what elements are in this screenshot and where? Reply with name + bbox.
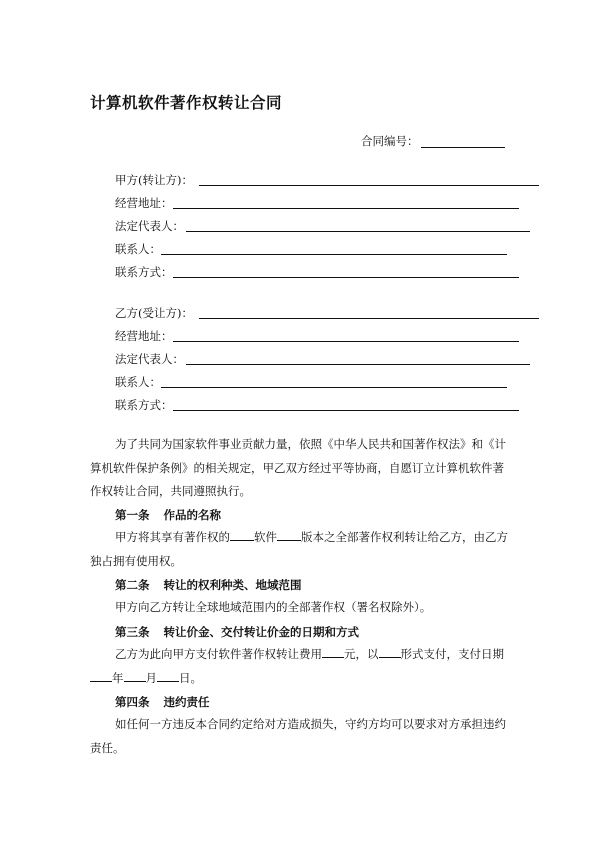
article-4-text: 如任何一方违反本合同约定给对方造成损失，守约方均可以要求对方承担违约责任。 — [90, 717, 506, 755]
article-3-title: 转让价金、交付转让价金的日期和方式 — [163, 625, 359, 639]
party-b-contact-method-field — [115, 397, 173, 413]
party-b-rep-field — [115, 351, 184, 367]
article-1-body — [90, 526, 510, 573]
article-1-heading — [115, 507, 221, 523]
party-a-rep-blank[interactable] — [186, 231, 530, 232]
party-b-contact-label: 联系人： — [115, 375, 161, 389]
party-a-contact-method-blank[interactable] — [173, 277, 519, 278]
party-a-name-field — [115, 172, 193, 188]
document-title: 计算机软件著作权转让合同 — [90, 94, 283, 112]
party-a-name-blank[interactable] — [199, 185, 539, 186]
contract-number — [361, 133, 419, 149]
article-1-title: 作品的名称 — [163, 508, 221, 522]
party-a-address-label: 经营地址： — [115, 196, 173, 210]
party-a-address-field — [115, 195, 173, 211]
article-3-text-5: 月 — [145, 670, 157, 685]
article-1-text-1: 甲方将其享有著作权的 — [115, 530, 230, 544]
article-1-text-2: 软件 — [254, 530, 277, 544]
party-b-name-field — [115, 305, 193, 321]
article-3-text-2: 元，以 — [344, 647, 379, 661]
payment-month-blank[interactable] — [124, 669, 146, 682]
fee-amount-blank[interactable] — [322, 645, 344, 658]
party-b-contact-field — [115, 374, 161, 390]
party-a-contact-blank[interactable] — [161, 254, 507, 255]
article-3-text-4: 年 — [112, 670, 124, 685]
party-a-contact-method-field — [115, 264, 173, 280]
article-4-title: 违约责任 — [163, 695, 210, 709]
article-4-body — [90, 713, 510, 760]
party-a-rep-label: 法定代表人： — [115, 219, 184, 233]
contract-number-blank[interactable] — [421, 147, 505, 148]
party-a-address-blank[interactable] — [173, 208, 519, 209]
party-b-rep-blank[interactable] — [186, 364, 530, 365]
article-2-heading — [115, 577, 302, 593]
party-a-contact-label: 联系人： — [115, 242, 161, 256]
party-a-rep-field — [115, 218, 184, 234]
party-b-name-blank[interactable] — [199, 318, 539, 319]
party-a-contact-field — [115, 241, 161, 257]
payment-day-blank[interactable] — [157, 669, 179, 682]
party-b-address-field — [115, 328, 173, 344]
intro-paragraph — [90, 433, 510, 504]
article-3-text-6: 日。 — [179, 670, 202, 685]
article-2-number: 第二条 — [115, 578, 150, 592]
party-b-contact-blank[interactable] — [161, 387, 507, 388]
software-version-blank[interactable] — [277, 528, 301, 541]
party-a-name-label: 甲方(转让方)： — [115, 173, 193, 187]
article-4-number: 第四条 — [115, 695, 150, 709]
article-3-number: 第三条 — [115, 625, 150, 639]
article-2-text: 甲方向乙方转让全球地域范围内的全部著作权（署名权除外）。 — [115, 600, 432, 614]
party-b-contact-method-blank[interactable] — [173, 410, 519, 411]
article-3-text-3: 形式支付，支付日期 — [400, 647, 504, 661]
article-2-title: 转让的权利种类、地域范围 — [163, 578, 302, 592]
party-b-name-label: 乙方(受让方)： — [115, 306, 193, 320]
payment-method-blank[interactable] — [379, 645, 401, 658]
article-4-heading — [115, 694, 210, 710]
article-1-text-3: 版本之全部著作权利转让给乙方，由乙方独占拥有使用权。 — [90, 530, 508, 568]
party-b-rep-label: 法定代表人： — [115, 352, 184, 366]
article-3-text-1: 乙方为此向甲方支付软件著作权转让费用 — [115, 647, 322, 661]
article-2-body — [90, 596, 510, 620]
contract-number-label: 合同编号： — [361, 134, 419, 148]
party-b-address-blank[interactable] — [173, 341, 519, 342]
article-3-heading — [115, 624, 359, 640]
intro-text: 为了共同为国家软件事业贡献力量，依照《中华人民共和国著作权法》和《计算机软件保护条例》的相关规定，甲乙双方经过平等协商，自愿订立计算机软件著作权转让合同，共同遵照执行。 — [90, 437, 506, 498]
payment-year-blank[interactable] — [90, 669, 112, 682]
party-b-contact-method-label: 联系方式： — [115, 398, 173, 412]
software-name-blank[interactable] — [230, 528, 254, 541]
party-a-contact-method-label: 联系方式： — [115, 265, 173, 279]
party-b-address-label: 经营地址： — [115, 329, 173, 343]
article-3-body — [90, 643, 510, 690]
article-1-number: 第一条 — [115, 508, 150, 522]
